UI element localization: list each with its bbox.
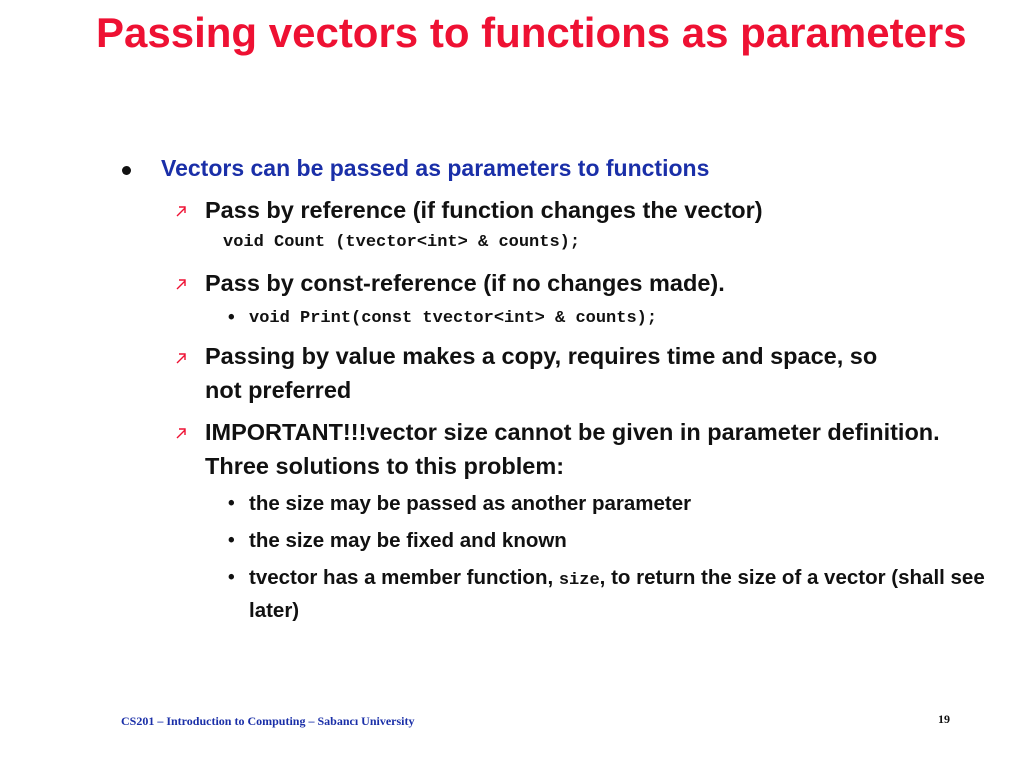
arrow-up-right-icon: [175, 278, 187, 290]
footer-course: CS201 – Introduction to Computing – Sabancı University: [121, 714, 415, 728]
arrow-up-right-icon: [175, 352, 187, 364]
page-number: 19: [938, 712, 950, 726]
sub-bullet-pass-by-reference: Pass by reference (if function changes the vector): [205, 197, 763, 223]
solution-item-3-start: tvector has a member function,: [249, 566, 559, 589]
arrow-up-right-icon: [175, 427, 187, 439]
slide-title: Passing vectors to functions as parameters: [96, 9, 967, 56]
arrow-up-right-icon: [175, 205, 187, 217]
bullet-dot: •: [228, 530, 235, 551]
size-code: size: [558, 571, 600, 590]
code-count-signature: void Count (tvector<int> & counts);: [223, 233, 581, 252]
bullet-dot: •: [228, 493, 235, 514]
sub-bullet-pass-by-value: Passing by value makes a copy, requires time and space, so not preferred: [205, 343, 878, 403]
solution-item-3-end: , to return the size of a vector (shall see later): [249, 566, 985, 622]
bullet-icon: [122, 166, 131, 175]
bullet-dot: •: [228, 567, 235, 588]
sub-bullet-const-reference: Pass by const-reference (if no changes made).: [205, 270, 725, 296]
solution-item-1: the size may be passed as another parameter: [249, 492, 692, 515]
main-bullet-text: Vectors can be passed as parameters to functions: [161, 155, 710, 181]
sub-bullet-important: IMPORTANT!!!vector size cannot be given in parameter definition. Three solutions to this problem:: [205, 419, 940, 479]
bullet-dot: •: [228, 307, 235, 328]
code-print-signature: void Print(const tvector<int> & counts);: [249, 309, 658, 328]
solution-item-2: the size may be fixed and known: [249, 529, 567, 552]
solution-item-3: [249, 563, 989, 626]
